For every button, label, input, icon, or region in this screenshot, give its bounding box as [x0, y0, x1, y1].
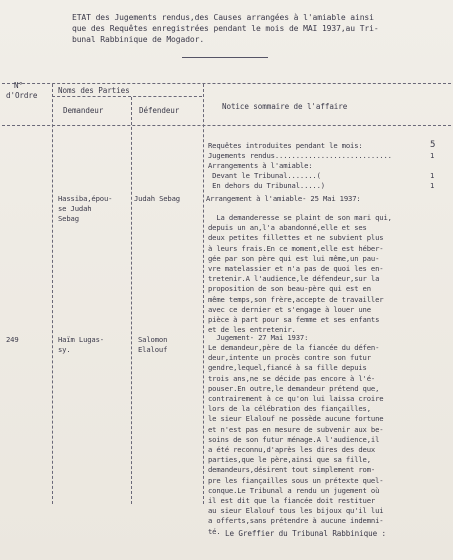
case2-defendeur: Salomon Elalouf	[138, 335, 168, 355]
column-demandeur-label: Demandeur	[63, 106, 104, 115]
column-notice-label: Notice sommaire de l'affaire	[222, 102, 348, 111]
case1-heading: Arrangement à l'amiable- 25 Mai 1937:	[206, 194, 361, 203]
summary-devant-value: 1	[430, 171, 435, 180]
column-defendeur-label: Défendeur	[139, 106, 180, 115]
column-divider-3	[203, 84, 204, 504]
case2-text: Le demandeur,père de la fiancée du défen- deur,intente un procès contre son futur gendre,lequel,fiancé à sa fille depuis trois ans,ne se décide pas encore à l'é- pouser.En outre,le demandeur prétend que, contrairement à ce qu'on lui laissa croire lors de la célébration des fiançailles, le sieur Elalouf ne possède aucune fortune et n'est pas en mesure de subvenir aux be- soins de son futur ménage.A l'audience,il a été reconnu,d'après les dires des deux parties,que le père,ainsi que sa fille, demandeurs,désirent tout simplement rom- pre les fiançailles sous un prétexte quel- conque.Le Tribunal a rendu un jugement où il est dit que la fiancée doit restituer au sieur Elalouf tous les bijoux qu'il lui a offerts,sans prétendre à aucune indemni- té.	[208, 343, 384, 536]
summary-dehors-value: 1	[430, 181, 435, 190]
header-line-1: ETAT des Jugements rendus,des Causes arrangées à l'amiable ainsi	[72, 13, 374, 22]
column-number-label: N°	[14, 81, 23, 90]
table-top-rule	[2, 83, 451, 84]
summary-requetes-value: 5	[430, 140, 436, 150]
header-line-3: bunal Rabbinique de Mogador.	[72, 35, 205, 44]
case1-demandeur: Hassiba,épou- se Judah Sebag	[58, 194, 113, 224]
column-number-label-2: d'Ordre	[6, 91, 38, 100]
header-underline	[182, 57, 268, 58]
summary-dehors: En dehors du Tribunal.....)	[208, 181, 325, 190]
parties-divider-rule	[52, 96, 202, 97]
summary-jugements: Jugements rendus............................	[208, 151, 392, 160]
case1-text: La demanderesse se plaint de son mari qui, depuis un an,l'a abandonné,elle et ses deux petites fillettes et ne subvient plus à leurs frais.En ce moment,elle est héber- gée par son père qui est lui même,un pau- vre matelassier et n'a pas de quoi les en- tretenir.A l'audience,le défendeur,sur la proposition de son beau-père qui est en même temps,son frère,accepte de travailler avec ce dernier et s'engage à louer une pièce à part pour sa femme et ses enfants et de les entretenir.	[208, 213, 392, 335]
column-divider-2	[131, 97, 132, 504]
case2-number: 249	[6, 335, 19, 344]
table-header-rule	[2, 125, 451, 126]
summary-arrangements: Arrangements à l'amiable:	[208, 161, 313, 170]
summary-devant: Devant le Tribunal.......(	[208, 171, 321, 180]
column-parties-label: Noms des Parties	[58, 86, 130, 95]
footer-signature-line: Le Greffier du Tribunal Rabbinique :	[225, 529, 386, 538]
header-line-2: que des Requêtes enregistrées pendant le mois de MAI 1937,au Tri-	[72, 24, 379, 33]
case1-defendeur: Judah Sebag	[134, 194, 180, 203]
case2-demandeur: Haïm Lugas- sy.	[58, 335, 104, 355]
case2-heading: Jugement- 27 Mai 1937:	[208, 333, 309, 342]
column-divider-1	[52, 84, 53, 504]
summary-jugements-value: 1	[430, 151, 435, 160]
summary-requetes: Requêtes introduites pendant le mois:	[208, 141, 363, 150]
